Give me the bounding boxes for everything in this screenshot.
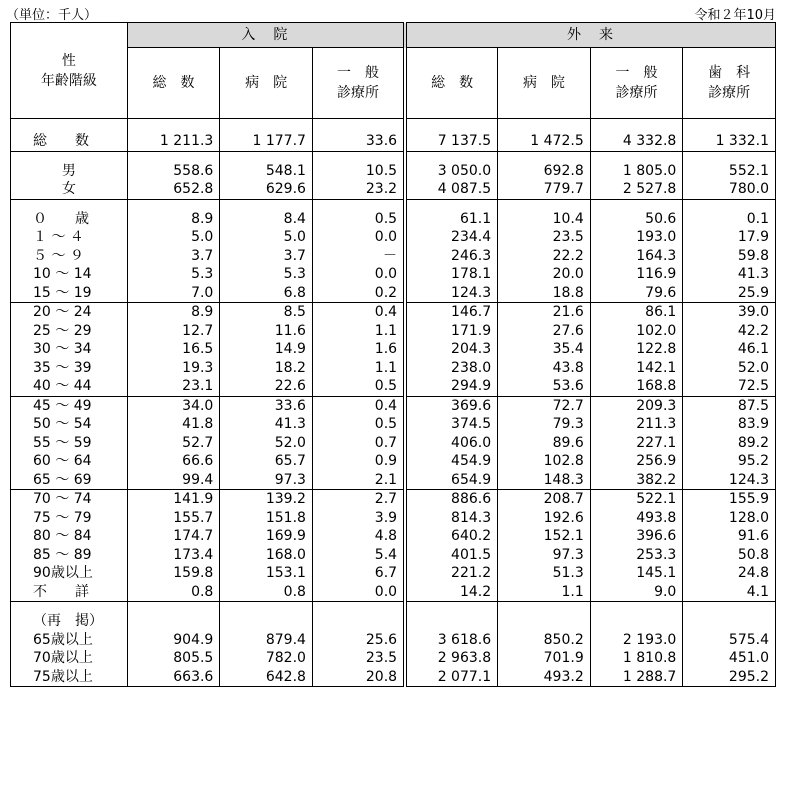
cell-value: 23.5 <box>312 649 405 668</box>
cell-value: 8.5 <box>220 303 313 322</box>
cell-value: 122.8 <box>590 340 683 359</box>
cell-value: 3.7 <box>127 247 220 266</box>
cell-value: 294.9 <box>405 377 498 396</box>
cell-value: 193.0 <box>590 228 683 247</box>
cell-value: 654.9 <box>405 471 498 490</box>
cell-value: 41.8 <box>127 415 220 434</box>
cell-value: 35.4 <box>498 340 591 359</box>
cell-value: 4 332.8 <box>590 132 683 151</box>
cell-value: 18.8 <box>498 284 591 303</box>
age-row <box>11 247 776 266</box>
cell-value: 227.1 <box>590 434 683 453</box>
row-label: 65 ～ 69 <box>11 471 128 490</box>
cell-value: 2 077.1 <box>405 668 498 687</box>
row-label: 70歳以上 <box>11 649 128 668</box>
cell-value: 10.5 <box>312 162 405 181</box>
age-row <box>11 415 776 434</box>
row-label: 50 ～ 54 <box>11 415 128 434</box>
cell-value: 850.2 <box>498 631 591 650</box>
cell-value: 5.3 <box>220 265 313 284</box>
cell-value: 238.0 <box>405 359 498 378</box>
cell-value: 374.5 <box>405 415 498 434</box>
row-label: 30 ～ 34 <box>11 340 128 359</box>
cell-value: 65.7 <box>220 452 313 471</box>
cell-value: 6.8 <box>220 284 313 303</box>
cell-value: 174.7 <box>127 527 220 546</box>
cell-value: 24.8 <box>683 564 776 583</box>
cell-value: 116.9 <box>590 265 683 284</box>
cell-value: 178.1 <box>405 265 498 284</box>
cell-value: 124.3 <box>683 471 776 490</box>
cell-value: 52.7 <box>127 434 220 453</box>
cell-value: 1.1 <box>312 359 405 378</box>
cell-value: 52.0 <box>683 359 776 378</box>
cell-value: 209.3 <box>590 396 683 415</box>
cell-value: 1.1 <box>498 583 591 602</box>
row-label: 35 ～ 39 <box>11 359 128 378</box>
cell-value: 886.6 <box>405 490 498 509</box>
cell-value: 663.6 <box>127 668 220 687</box>
cell-value: 779.7 <box>498 180 591 199</box>
recap-row <box>11 631 776 650</box>
row-label: 20 ～ 24 <box>11 303 128 322</box>
col-header-out-hospital: 病 院 <box>498 48 591 119</box>
cell-value: 159.8 <box>127 564 220 583</box>
age-row <box>11 396 776 415</box>
cell-value: 51.3 <box>498 564 591 583</box>
cell-value: 22.2 <box>498 247 591 266</box>
row-label: 総 数 <box>11 132 128 151</box>
cell-value: 8.9 <box>127 210 220 229</box>
cell-value: 0.0 <box>312 265 405 284</box>
spacer-row <box>11 151 776 162</box>
cell-value: 4.8 <box>312 527 405 546</box>
cell-value: 168.8 <box>590 377 683 396</box>
cell-value: 10.4 <box>498 210 591 229</box>
cell-value: 23.1 <box>127 377 220 396</box>
cell-value: 0.7 <box>312 434 405 453</box>
row-label: 90歳以上 <box>11 564 128 583</box>
col-group-inpatient: 入 院 <box>127 23 405 48</box>
row-label: 75歳以上 <box>11 668 128 687</box>
cell-value: 95.2 <box>683 452 776 471</box>
cell-value: 780.0 <box>683 180 776 199</box>
cell-value: 43.8 <box>498 359 591 378</box>
cell-value: 83.9 <box>683 415 776 434</box>
cell-value: 169.9 <box>220 527 313 546</box>
row-label: ０ 歳 <box>11 210 128 229</box>
cell-value: 0.8 <box>127 583 220 602</box>
cell-value: 97.3 <box>498 546 591 565</box>
cell-value: 164.3 <box>590 247 683 266</box>
cell-value: 1 805.0 <box>590 162 683 181</box>
cell-value: 396.6 <box>590 527 683 546</box>
cell-value: 23.5 <box>498 228 591 247</box>
cell-value: 1 332.1 <box>683 132 776 151</box>
cell-value: 27.6 <box>498 322 591 341</box>
cell-value: 558.6 <box>127 162 220 181</box>
cell-value: 59.8 <box>683 247 776 266</box>
cell-value: 208.7 <box>498 490 591 509</box>
cell-value: 0.4 <box>312 303 405 322</box>
cell-value: 145.1 <box>590 564 683 583</box>
cell-value: 5.3 <box>127 265 220 284</box>
col-header-age-sex: 性 年齢階級 <box>11 23 128 119</box>
col-header-out-clinic: 一 般 診療所 <box>590 48 683 119</box>
row-label: 55 ～ 59 <box>11 434 128 453</box>
cell-value: 701.9 <box>498 649 591 668</box>
cell-value: 575.4 <box>683 631 776 650</box>
cell-value: 4.1 <box>683 583 776 602</box>
cell-value: 369.6 <box>405 396 498 415</box>
row-label: ５ ～ ９ <box>11 247 128 266</box>
row-label: 80 ～ 84 <box>11 527 128 546</box>
cell-value: 155.7 <box>127 509 220 528</box>
cell-value: 211.3 <box>590 415 683 434</box>
cell-value: 6.7 <box>312 564 405 583</box>
cell-value: 234.4 <box>405 228 498 247</box>
cell-value: 18.2 <box>220 359 313 378</box>
col-header-out-total: 総 数 <box>405 48 498 119</box>
age-row <box>11 471 776 490</box>
cell-value: 41.3 <box>683 265 776 284</box>
cell-value: 87.5 <box>683 396 776 415</box>
cell-value: 8.4 <box>220 210 313 229</box>
cell-value: 295.2 <box>683 668 776 687</box>
cell-value: 34.0 <box>127 396 220 415</box>
col-header-out-dental: 歯 科 診療所 <box>683 48 776 119</box>
cell-value: 12.7 <box>127 322 220 341</box>
cell-value: 493.2 <box>498 668 591 687</box>
cell-value: 66.6 <box>127 452 220 471</box>
cell-value: 52.0 <box>220 434 313 453</box>
age-row <box>11 509 776 528</box>
cell-value: 904.9 <box>127 631 220 650</box>
row-label: 70 ～ 74 <box>11 490 128 509</box>
cell-value: 33.6 <box>312 132 405 151</box>
cell-value: 16.5 <box>127 340 220 359</box>
cell-value: 1.1 <box>312 322 405 341</box>
cell-value: 14.2 <box>405 583 498 602</box>
spacer-row <box>11 199 776 210</box>
cell-value: 5.0 <box>220 228 313 247</box>
row-label: １ ～ ４ <box>11 228 128 247</box>
total-row <box>11 132 776 151</box>
recap-heading-row <box>11 612 776 631</box>
cell-value: 256.9 <box>590 452 683 471</box>
cell-value: 782.0 <box>220 649 313 668</box>
cell-value: 8.9 <box>127 303 220 322</box>
cell-value: 552.1 <box>683 162 776 181</box>
age-row <box>11 265 776 284</box>
col-header-in-clinic: 一 般 診療所 <box>312 48 405 119</box>
cell-value: 406.0 <box>405 434 498 453</box>
cell-value: 14.9 <box>220 340 313 359</box>
cell-value: 25.6 <box>312 631 405 650</box>
cell-value: 640.2 <box>405 527 498 546</box>
cell-value: 23.2 <box>312 180 405 199</box>
cell-value: 548.1 <box>220 162 313 181</box>
age-row <box>11 228 776 247</box>
cell-value: 171.9 <box>405 322 498 341</box>
cell-value: 168.0 <box>220 546 313 565</box>
cell-value: 1.6 <box>312 340 405 359</box>
cell-value: 153.1 <box>220 564 313 583</box>
cell-value: 148.3 <box>498 471 591 490</box>
cell-value: 0.0 <box>312 228 405 247</box>
cell-value: 79.6 <box>590 284 683 303</box>
cell-value: 139.2 <box>220 490 313 509</box>
cell-value: 454.9 <box>405 452 498 471</box>
cell-value: 128.0 <box>683 509 776 528</box>
cell-value: 39.0 <box>683 303 776 322</box>
cell-value: 253.3 <box>590 546 683 565</box>
cell-value: 0.4 <box>312 396 405 415</box>
row-label: 不 詳 <box>11 583 128 602</box>
cell-value: 642.8 <box>220 668 313 687</box>
unit-note: （単位：千人） <box>6 8 98 23</box>
cell-value: 382.2 <box>590 471 683 490</box>
cell-value: 41.3 <box>220 415 313 434</box>
female-row <box>11 180 776 199</box>
cell-value: 1 211.3 <box>127 132 220 151</box>
cell-value: 102.0 <box>590 322 683 341</box>
cell-value: 25.9 <box>683 284 776 303</box>
cell-value: 155.9 <box>683 490 776 509</box>
cell-value: 79.3 <box>498 415 591 434</box>
age-row <box>11 322 776 341</box>
cell-value: 0.5 <box>312 415 405 434</box>
cell-value: 2 527.8 <box>590 180 683 199</box>
cell-value: 0.5 <box>312 377 405 396</box>
cell-value: 151.8 <box>220 509 313 528</box>
cell-value: 17.9 <box>683 228 776 247</box>
row-label: 75 ～ 79 <box>11 509 128 528</box>
cell-value: 20.0 <box>498 265 591 284</box>
age-row <box>11 303 776 322</box>
cell-value: 1 810.8 <box>590 649 683 668</box>
cell-value: 173.4 <box>127 546 220 565</box>
col-header-in-hospital: 病 院 <box>220 48 313 119</box>
cell-value: 7 137.5 <box>405 132 498 151</box>
cell-value: 33.6 <box>220 396 313 415</box>
cell-value: 1 472.5 <box>498 132 591 151</box>
cell-value: 204.3 <box>405 340 498 359</box>
col-header-in-total: 総 数 <box>127 48 220 119</box>
cell-value: － <box>312 247 405 266</box>
date-note: 令和２年10月 <box>694 8 776 23</box>
cell-value: 2.7 <box>312 490 405 509</box>
cell-value: 20.8 <box>312 668 405 687</box>
age-row <box>11 377 776 396</box>
recap-label: （再 掲） <box>11 612 128 631</box>
cell-value: 0.8 <box>220 583 313 602</box>
cell-value: 61.1 <box>405 210 498 229</box>
male-row <box>11 162 776 181</box>
row-label: 15 ～ 19 <box>11 284 128 303</box>
cell-value: 22.6 <box>220 377 313 396</box>
cell-value: 0.1 <box>683 210 776 229</box>
cell-value: 11.6 <box>220 322 313 341</box>
col-group-outpatient: 外 来 <box>405 23 775 48</box>
cell-value: 1 177.7 <box>220 132 313 151</box>
row-label: 男 <box>11 162 128 181</box>
row-label: 85 ～ 89 <box>11 546 128 565</box>
cell-value: 141.9 <box>127 490 220 509</box>
cell-value: 146.7 <box>405 303 498 322</box>
age-row <box>11 546 776 565</box>
row-label: 40 ～ 44 <box>11 377 128 396</box>
cell-value: 879.4 <box>220 631 313 650</box>
cell-value: 4 087.5 <box>405 180 498 199</box>
cell-value: 3.9 <box>312 509 405 528</box>
recap-row <box>11 649 776 668</box>
row-label: 25 ～ 29 <box>11 322 128 341</box>
row-label: 45 ～ 49 <box>11 396 128 415</box>
cell-value: 53.6 <box>498 377 591 396</box>
table-header-bar <box>0 4 776 22</box>
cell-value: 19.3 <box>127 359 220 378</box>
cell-value: 89.6 <box>498 434 591 453</box>
cell-value: 451.0 <box>683 649 776 668</box>
row-label: 女 <box>11 180 128 199</box>
cell-value: 221.2 <box>405 564 498 583</box>
cell-value: 0.9 <box>312 452 405 471</box>
cell-value: 246.3 <box>405 247 498 266</box>
cell-value: 86.1 <box>590 303 683 322</box>
cell-value: 7.0 <box>127 284 220 303</box>
cell-value: 0.5 <box>312 210 405 229</box>
cell-value: 72.5 <box>683 377 776 396</box>
cell-value: 692.8 <box>498 162 591 181</box>
age-row <box>11 340 776 359</box>
cell-value: 9.0 <box>590 583 683 602</box>
age-row <box>11 284 776 303</box>
cell-value: 805.5 <box>127 649 220 668</box>
cell-value: 102.8 <box>498 452 591 471</box>
cell-value: 46.1 <box>683 340 776 359</box>
cell-value: 1 288.7 <box>590 668 683 687</box>
cell-value: 522.1 <box>590 490 683 509</box>
cell-value: 89.2 <box>683 434 776 453</box>
age-row <box>11 564 776 583</box>
age-row <box>11 490 776 509</box>
cell-value: 99.4 <box>127 471 220 490</box>
cell-value: 50.6 <box>590 210 683 229</box>
cell-value: 5.0 <box>127 228 220 247</box>
cell-value: 493.8 <box>590 509 683 528</box>
cell-value: 3 618.6 <box>405 631 498 650</box>
age-row <box>11 583 776 602</box>
patient-estimate-table <box>10 22 776 687</box>
age-row <box>11 452 776 471</box>
age-row <box>11 359 776 378</box>
spacer-row <box>11 119 776 133</box>
spacer-row <box>11 602 776 613</box>
cell-value: 91.6 <box>683 527 776 546</box>
cell-value: 152.1 <box>498 527 591 546</box>
cell-value: 814.3 <box>405 509 498 528</box>
recap-row <box>11 668 776 687</box>
cell-value: 21.6 <box>498 303 591 322</box>
cell-value: 124.3 <box>405 284 498 303</box>
row-label: 65歳以上 <box>11 631 128 650</box>
cell-value: 192.6 <box>498 509 591 528</box>
row-label: 10 ～ 14 <box>11 265 128 284</box>
cell-value: 629.6 <box>220 180 313 199</box>
cell-value: 0.2 <box>312 284 405 303</box>
cell-value: 2.1 <box>312 471 405 490</box>
row-label: 60 ～ 64 <box>11 452 128 471</box>
cell-value: 2 963.8 <box>405 649 498 668</box>
cell-value: 50.8 <box>683 546 776 565</box>
age-row <box>11 210 776 229</box>
cell-value: 3.7 <box>220 247 313 266</box>
cell-value: 42.2 <box>683 322 776 341</box>
cell-value: 3 050.0 <box>405 162 498 181</box>
cell-value: 401.5 <box>405 546 498 565</box>
cell-value: 97.3 <box>220 471 313 490</box>
age-row <box>11 434 776 453</box>
cell-value: 0.0 <box>312 583 405 602</box>
cell-value: 142.1 <box>590 359 683 378</box>
cell-value: 5.4 <box>312 546 405 565</box>
age-row <box>11 527 776 546</box>
cell-value: 2 193.0 <box>590 631 683 650</box>
cell-value: 652.8 <box>127 180 220 199</box>
cell-value: 72.7 <box>498 396 591 415</box>
